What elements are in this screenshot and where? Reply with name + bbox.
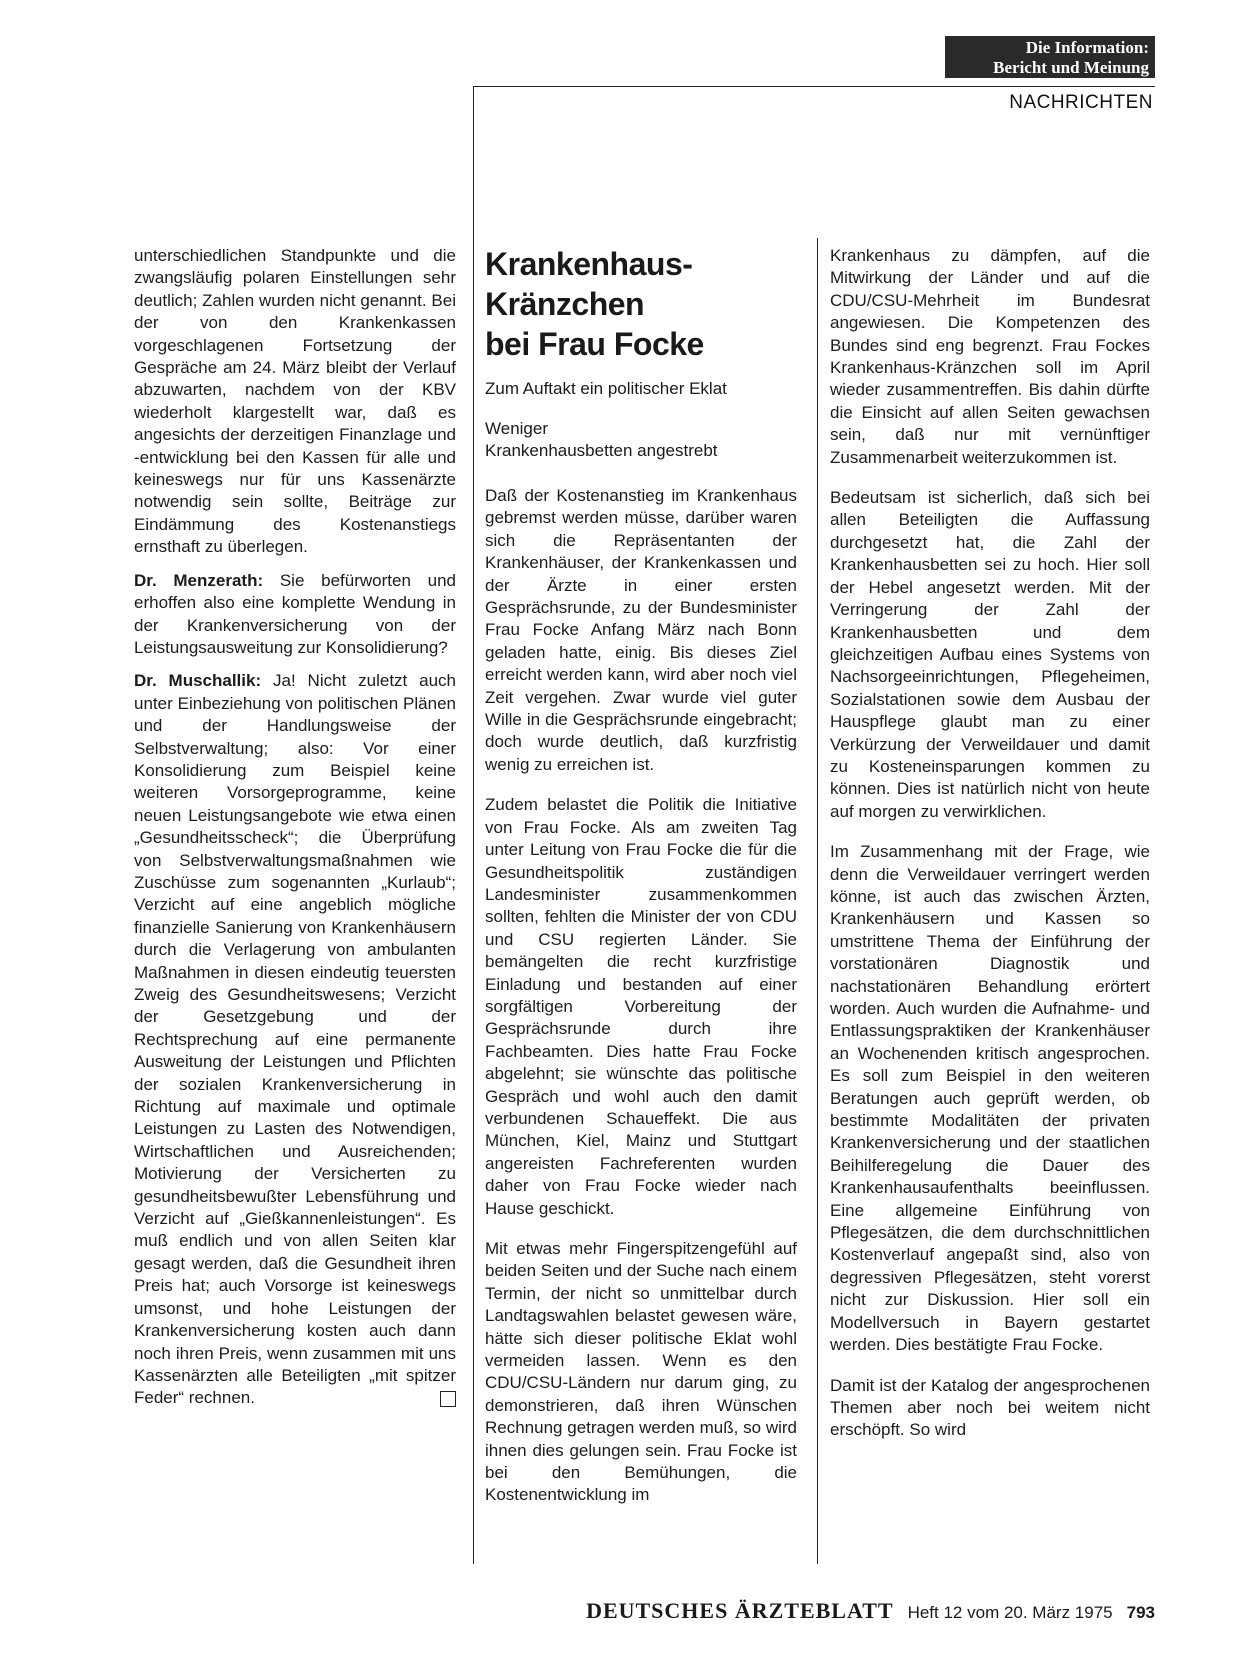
issue-info: Heft 12 vom 20. März 1975 xyxy=(907,1603,1113,1622)
section-label-line1: Die Information: xyxy=(1025,38,1149,57)
journal-name: DEUTSCHES ÄRZTEBLATT xyxy=(586,1598,894,1623)
paragraph: Dr. Muschallik: Ja! Nicht zuletzt auch unter Einbeziehung von politischen Plänen und der Handlungsweise der Selbstverwaltung; also: Vor einer Konsolidierung zum Beispiel keine weiteren Vorsorgeprogramme, keine neuen Leistungsangebote wie etwa einen „Gesundheitsscheck“; die Überprüfung von Selbstverwaltungsmaßnahmen wie Zuschüsse zum sogenannten „Kurlaub“; Verzicht auf eine angeblich mögliche finanzielle Sanierung von Krankenhäusern durch die Verlagerung von ambulanten Maßnahmen in diesen eindeutig teuersten Zweig des Gesundheitswesens; Verzicht der Gesetzgebung und der Rechtsprechung auf eine permanente Ausweitung der Leistungen und Pflichten der sozialen Krankenversicherung in Richtung auf maximale und optimale Leistungen zu Lasten des Notwendigen, Wirtschaftlichen und Ausreichenden; Motivierung der Versicherten zu gesundheitsbewußter Lebensführung und Verzicht auf „Gießkannenleistungen“. Es muß endlich und von allen Seiten klar gesagt werden, daß die Gesundheit ihren Preis hat; auch Vorsorge ist keineswegs umsonst, und hohe Leistungen der Krankenversicherung kosten auch dann noch ihren Preis, wenn zusammen mit uns Kassenärzten alle Beteiligten „mit spitzer Feder“ rechnen. xyxy=(134,671,456,1408)
section-label xyxy=(945,36,1155,78)
headline-line: Krankenhaus- xyxy=(485,246,693,282)
page-number: 793 xyxy=(1126,1603,1155,1622)
article-column-2 xyxy=(830,245,1150,1453)
end-mark-icon xyxy=(440,1391,456,1407)
subhead-line: Weniger xyxy=(485,419,548,438)
top-rule xyxy=(473,86,1155,87)
paragraph: Krankenhaus zu dämpfen, auf die Mitwirkung der Länder und auf die CDU/CSU-Mehrheit im Bundesrat angewiesen. Die Kompetenzen des Bundes sind eng begrenzt. Frau Fockes Krankenhaus-Kränzchen soll im April wieder zusammentreffen. Bis dahin dürfte die Einsicht auf allen Seiten gewachsen sein, daß nur mit vernünftiger Zusammenarbeit weiterzukommen ist. xyxy=(830,246,1150,467)
page-footer xyxy=(520,1598,1155,1628)
column-rule-1 xyxy=(473,86,474,1564)
paragraph: Im Zusammenhang mit der Frage, wie denn die Verweildauer verringert werden könne, ist auch das zwischen Ärzten, Krankenhäusern und Kassen so umstrittene Thema der Einführung der vorstationären Diagnostik und nachstationären Behandlung erörtert worden. Auch wurden die Aufnahme- und Entlassungspraktiken der Krankenhäuser an Wochenenden kritisch angesprochen. Es soll zum Beispiel in den weiteren Beratungen auch geprüft werden, ob bestimmte Modalitäten der privaten Krankenversicherung und der staatlichen Beihilferegelung die Dauer des Krankenhausaufenthalts beeinflussen. Eine allgemeine Einführung von Pflegesätzen, die dem durchschnittlichen Kostenverlauf angepaßt sind, also von degressiven Pflegesätzen, steht vorerst nicht zur Diskussion. Hier soll ein Modellversuch in Bayern gestartet werden. Dies bestätigte Frau Focke. xyxy=(830,842,1150,1355)
paragraph: Damit ist der Katalog der angesprochenen Themen aber noch bei weitem nicht erschöpft. So wird xyxy=(830,1375,1150,1440)
paragraph: Bedeutsam ist sicherlich, daß sich bei allen Beteiligten die Auffassung durchgesetzt hat, die Zahl der Krankenhausbetten sei zu hoch. Hier soll der Hebel angesetzt werden. Mit der Verringerung der Zahl der Krankenhausbetten und dem gleichzeitigen Aufbau eines Systems von Nachsorgeeinrichtungen, Pflegeheimen, Sozialstationen sowie dem Ausbau der Hauspflege glaubt man zu einer Verkürzung der Verweildauer und damit zu Kosteneinsparungen kommen zu können. Dies ist natürlich nicht von heute auf morgen zu verwirklichen. xyxy=(830,488,1150,821)
article-subhead xyxy=(485,418,805,462)
article-column-1 xyxy=(485,485,797,1518)
interview-column xyxy=(134,245,456,1421)
section-label-line2: Bericht und Meinung xyxy=(993,58,1149,77)
article-kicker: Zum Auftakt ein politischer Eklat xyxy=(485,379,727,398)
headline-line: bei Frau Focke xyxy=(485,326,704,362)
rubric-label: NACHRICHTEN xyxy=(1009,92,1153,113)
speaker-name: Dr. Menzerath: xyxy=(134,570,264,590)
paragraph: Dr. Menzerath: Sie befürworten und erhoffen also eine komplette Wendung in der Krankenversicherung von der Leistungsausweitung zur Konsolidierung? xyxy=(134,570,456,657)
column-rule-2 xyxy=(817,238,818,1564)
paragraph: Zudem belastet die Politik die Initiative von Frau Focke. Als am zweiten Tag unter Leitung von Frau Focke die für die Gesundheitspolitik zuständigen Landesminister zusammenkommen sollten, fehlten die Minister der von CDU und CSU regierten Länder. Sie bemängelten die recht kurzfristige Einladung und bestanden auf einer sorgfältigen Vorbereitung der Gesprächsrunde durch ihre Fachbeamten. Dies hatte Frau Focke abgelehnt; sie wünschte das politische Gespräch und wohl auch den damit verbundenen Schaueffekt. Die aus München, Kiel, Mainz und Stuttgart angereisten Fachreferenten wurden daher von Frau Focke wieder nach Hause geschickt. xyxy=(485,795,797,1218)
headline-line: Kränzchen xyxy=(485,286,645,322)
paragraph: unterschiedlichen Standpunkte und die zwangsläufig polaren Einstellungen sehr deutlich; Zahlen wurden nicht genannt. Bei der von den Krankenkassen vorgeschlagenen Fortsetzung der Gespräche am 24. März bleibt der Verlauf abzuwarten, nachdem von der KBV wiederholt klargestellt war, daß es angesichts der derzeitigen Finanzlage und -entwicklung bei den Kassen für alle und keineswegs nur für uns Kassenärzte notwendig sein sollte, Beiträge zur Eindämmung des Kostenanstiegs ernsthaft zu überlegen. xyxy=(134,246,456,557)
subhead-line: Krankenhausbetten angestrebt xyxy=(485,441,718,460)
article-headline xyxy=(485,244,805,364)
paragraph: Mit etwas mehr Fingerspitzengefühl auf beiden Seiten und der Suche nach einem Termin, der nicht so unmittelbar durch Landtagswahlen belastet gewesen wäre, hätte sich dieser politische Eklat wohl vermeiden lassen. Wenn es den CDU/CSU-Ländern nur darum ging, zu demonstrieren, daß ihren Wünschen Rechnung getragen werden muß, so wird ihnen dies gelungen sein. Frau Focke ist bei den Bemühungen, die Kostenentwicklung im xyxy=(485,1239,797,1505)
paragraph: Daß der Kostenanstieg im Krankenhaus gebremst werden müsse, darüber waren sich die Repräsentanten der Krankenhäuser, der Krankenkassen und der Ärzte in einer ersten Gesprächsrunde, zu der Bundesminister Frau Focke Anfang März nach Bonn geladen hatte, einig. Bis dieses Ziel erreicht werden kann, wird aber noch viel Zeit vergehen. Zwar wurde viel guter Wille in die Gesprächsrunde eingebracht; doch wurde deutlich, daß kurzfristig wenig zu erreichen ist. xyxy=(485,486,797,774)
speaker-name: Dr. Muschallik: xyxy=(134,671,262,691)
